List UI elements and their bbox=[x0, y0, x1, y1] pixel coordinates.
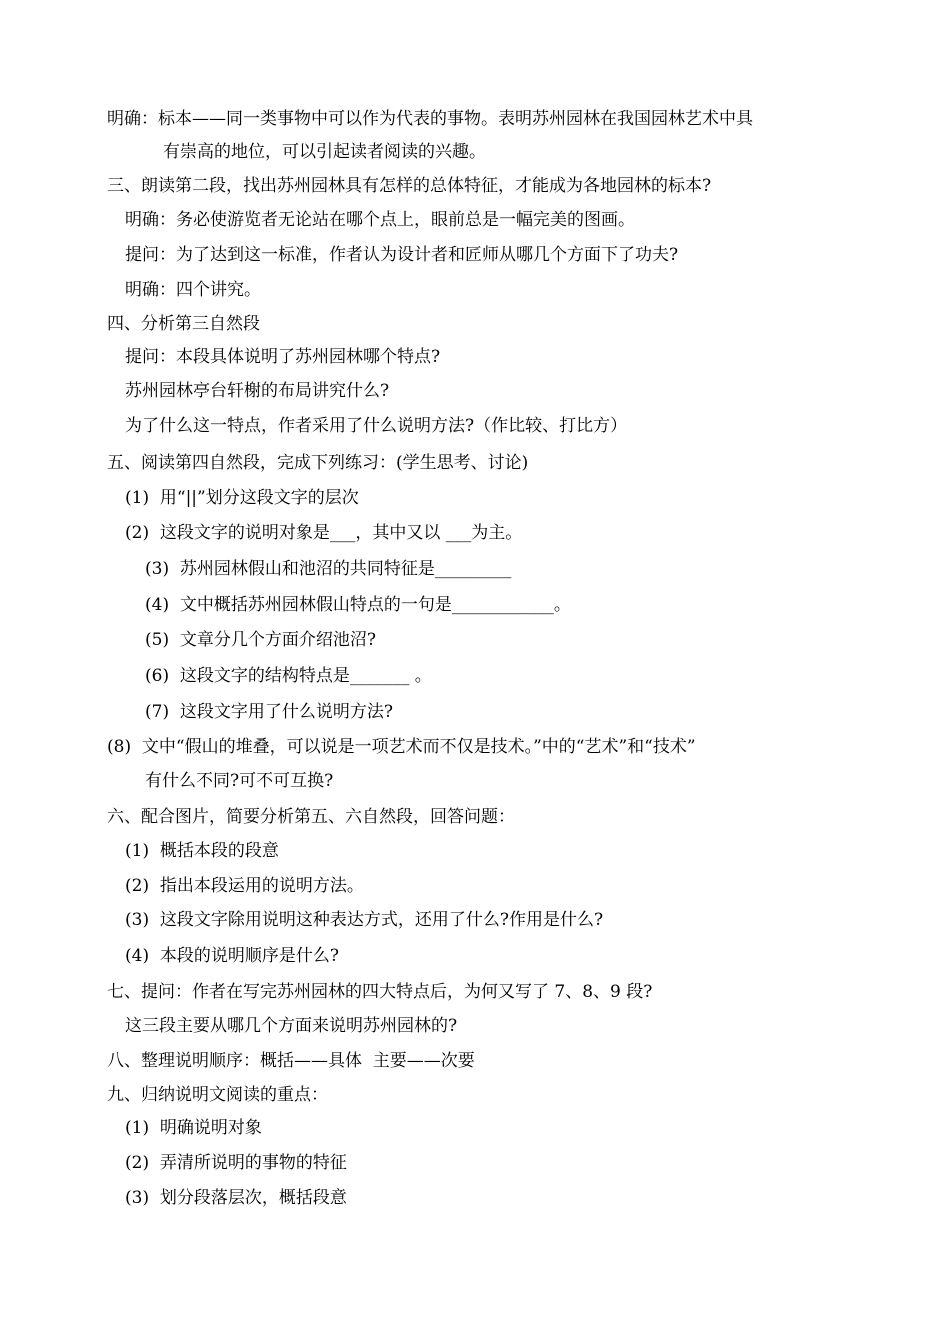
list-item: (1) 明确说明对象 bbox=[125, 1118, 262, 1138]
text-line: 明确：四个讲究。 bbox=[125, 280, 261, 300]
list-item: (7) 这段文字用了什么说明方法? bbox=[145, 702, 394, 722]
text-line: 苏州园林亭台轩榭的布局讲究什么? bbox=[125, 381, 390, 401]
list-item: (6) 这段文字的结构特点是_______ 。 bbox=[145, 666, 432, 686]
list-item: (3) 划分段落层次，概括段意 bbox=[125, 1188, 347, 1208]
list-item: (4) 本段的说明顺序是什么? bbox=[125, 946, 340, 966]
section-heading: 三、朗读第二段，找出苏州园林具有怎样的总体特征，才能成为各地园林的标本? bbox=[107, 176, 712, 196]
text-line: 这三段主要从哪几个方面来说明苏州园林的? bbox=[125, 1016, 458, 1036]
list-item: (3) 这段文字除用说明这种表达方式，还用了什么?作用是什么? bbox=[125, 910, 604, 930]
list-item: (2) 这段文字的说明对象是___，其中又以 ___为主。 bbox=[125, 523, 523, 543]
section-heading: 九、归纳说明文阅读的重点： bbox=[107, 1085, 328, 1105]
list-item: (8) 文中“假山的堆叠，可以说是一项艺术而不仅是技术。”中的“艺术”和“技术” bbox=[107, 737, 696, 757]
text-line: 明确：标本——同一类事物中可以作为代表的事物。表明苏州园林在我国园林艺术中具 bbox=[107, 109, 753, 129]
list-item: (3) 苏州园林假山和池沼的共同特征是_________ bbox=[145, 559, 512, 579]
text-line: 提问：本段具体说明了苏州园林哪个特点? bbox=[125, 347, 441, 367]
section-heading: 五、阅读第四自然段，完成下列练习：(学生思考、讨论) bbox=[107, 453, 529, 473]
text-line: 明确：务必使游览者无论站在哪个点上，眼前总是一幅完美的图画。 bbox=[125, 210, 635, 230]
text-line: 有崇高的地位，可以引起读者阅读的兴趣。 bbox=[163, 142, 486, 162]
section-heading: 六、配合图片，简要分析第五、六自然段，回答问题： bbox=[107, 807, 515, 827]
section-heading: 七、提问：作者在写完苏州园林的四大特点后，为何又写了 7、8、9 段? bbox=[107, 982, 653, 1002]
list-item: (4) 文中概括苏州园林假山特点的一句是____________。 bbox=[145, 595, 571, 615]
list-item: (5) 文章分几个方面介绍池沼? bbox=[145, 630, 377, 650]
list-item: (2) 弄清所说明的事物的特征 bbox=[125, 1153, 347, 1173]
list-item: (1) 用“||”划分这段文字的层次 bbox=[125, 488, 359, 508]
text-line: 有什么不同?可不可互换? bbox=[145, 771, 334, 791]
list-item: (2) 指出本段运用的说明方法。 bbox=[125, 876, 364, 896]
text-line: 提问：为了达到这一标准，作者认为设计者和匠师从哪几个方面下了功夫? bbox=[125, 245, 679, 265]
section-heading: 八、整理说明顺序：概括——具体 主要——次要 bbox=[107, 1051, 475, 1071]
text-line: 为了什么这一特点，作者采用了什么说明方法?（作比较、打比方） bbox=[125, 416, 628, 436]
list-item: (1) 概括本段的段意 bbox=[125, 841, 279, 861]
section-heading: 四、分析第三自然段 bbox=[107, 314, 260, 334]
